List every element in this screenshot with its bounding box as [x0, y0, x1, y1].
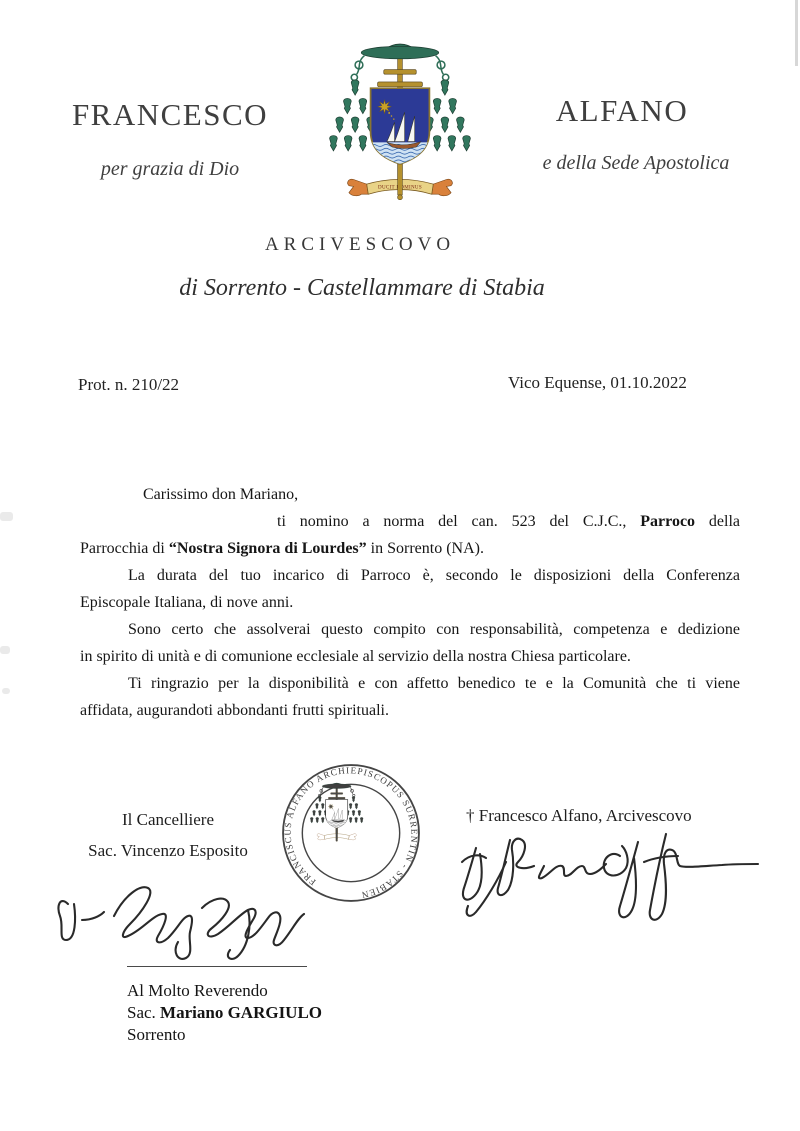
subtitle-right: e della Sede Apostolica: [542, 152, 730, 174]
parish-pre: Parrocchia di: [80, 540, 169, 557]
archbishop-last-name: ALFANO: [555, 93, 689, 128]
duration-line-1: La durata del tuo incarico di Parroco è, secondo le disposizioni della Conferenza: [128, 567, 740, 584]
signature-rule: [127, 966, 307, 967]
recipient-name-pre: Sac.: [127, 1003, 161, 1022]
chancellor-signature: [52, 860, 314, 960]
protocol-number: Prot. n. 210/22: [78, 375, 180, 394]
place-date-line: Vico Equense, 01.10.2022: [508, 373, 687, 392]
appointment-line: [80, 508, 740, 535]
scan-artifact: [0, 646, 10, 654]
salutation-text: Carissimo don Mariano,: [143, 486, 299, 503]
scan-artifact: [0, 512, 13, 521]
trust-line-1: Sono certo che assolverai questo compito con responsabilità, competenza e dedizione: [128, 621, 740, 638]
duration-line-2: Episcopale Italiana, di nove anni.: [80, 594, 294, 611]
archdiocese-name: di Sorrento - Castellammare di Stabia: [179, 275, 545, 301]
recipient-city: Sorrento: [127, 1025, 186, 1044]
scan-artifact: [2, 688, 10, 694]
episcopal-seal: [280, 762, 422, 904]
thanks-line-2: affidata, augurandoti abbondanti frutti spirituali.: [80, 702, 389, 719]
appointment-post: della: [695, 513, 741, 530]
salutation-line: [80, 481, 740, 508]
recipient-block: [127, 980, 447, 1046]
thanks-line-1: Ti ringrazio per la disponibilità e con affetto benedico te e la Comunità che ti viene: [128, 675, 740, 692]
chancellor-name: Sac. Vincenzo Esposito: [88, 841, 248, 860]
archbishop-signature-line: † Francesco Alfano, Arcivescovo: [466, 806, 692, 825]
scan-artifact: [795, 0, 798, 66]
chancellor-title: Il Cancelliere: [121, 810, 215, 829]
recipient-honorific: Al Molto Reverendo: [127, 981, 268, 1000]
parish-line: [80, 535, 740, 562]
subtitle-left: per grazia di Dio: [100, 158, 240, 180]
recipient-name-line: [127, 1002, 447, 1024]
appointment-role: Parroco: [640, 513, 696, 530]
seal-ring-text: FRANCISCUS ALFANO ARCHIEPISCOPUS SURRENTIN - STABIEN: [282, 765, 420, 901]
letter-body: [80, 481, 740, 724]
archbishop-signature: [452, 822, 764, 926]
archbishop-first-name: FRANCESCO: [71, 97, 269, 132]
parish-post: in Sorrento (NA).: [366, 540, 484, 557]
seal-coat-of-arms: [310, 783, 363, 841]
trust-line-2: in spirito di unità e di comunione ecclesiale al servizio della nostra Chiesa particolare.: [80, 648, 631, 665]
recipient-name: Mariano GARGIULO: [160, 1003, 323, 1022]
archbishop-title: ARCIVESCOVO: [264, 234, 456, 255]
appointment-pre: ti nomino a norma del can. 523 del C.J.C.,: [277, 513, 641, 530]
coat-of-arms: [322, 34, 478, 212]
parish-name: “Nostra Signora di Lourdes”: [168, 540, 367, 557]
